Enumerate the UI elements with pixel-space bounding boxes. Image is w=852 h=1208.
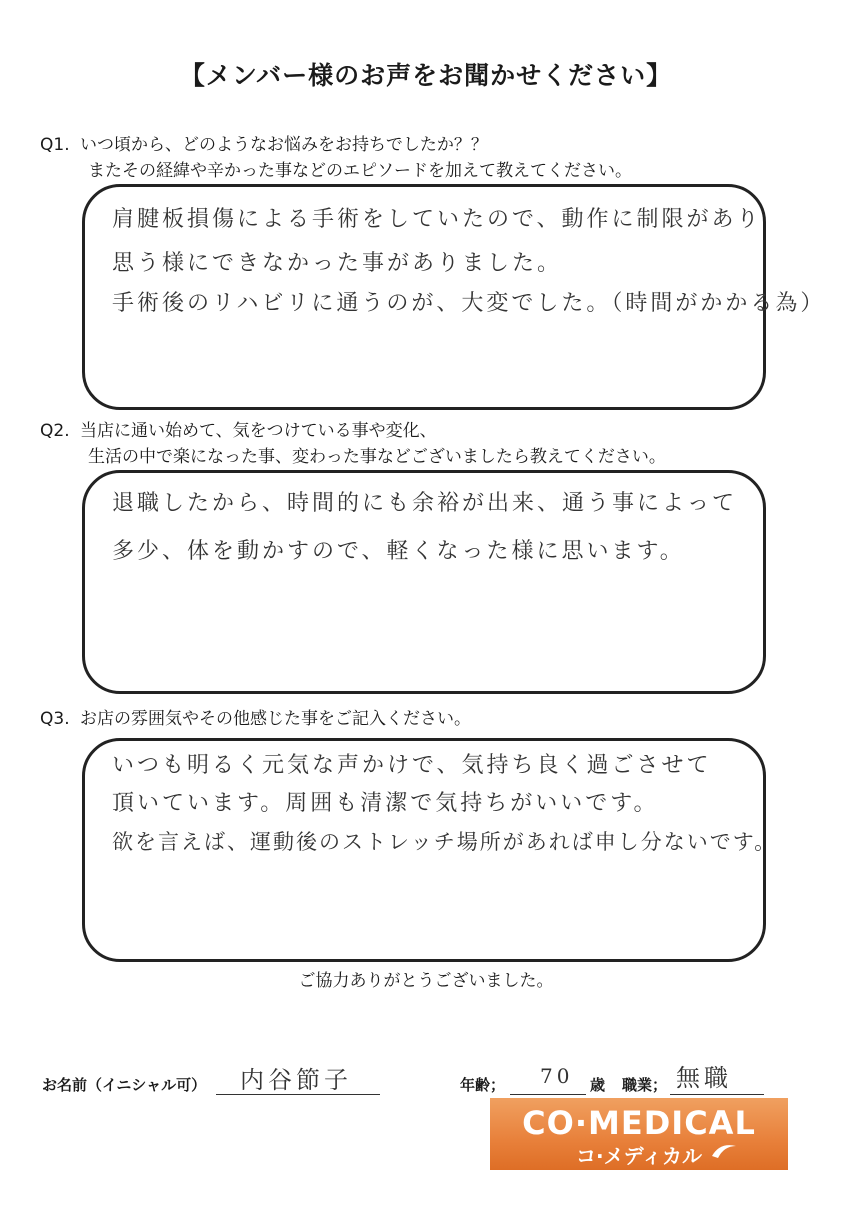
name-label: お名前（イニシャル可） <box>42 1076 207 1094</box>
question-text-line2: またその経緯や辛かった事などのエピソードを加えて教えてください。 <box>88 161 632 181</box>
name-underline <box>216 1094 380 1095</box>
answer-3-line-3: 欲を言えば、運動後のストレッチ場所があれば申し分ないです。 <box>112 830 778 854</box>
question-number: Q2. <box>40 421 70 441</box>
question-text-line1: 当店に通い始めて、気をつけている事や変化、 <box>80 421 437 441</box>
answer-2-line-1: 退職したから、時間的にも余裕が出来、通う事によって <box>112 491 738 516</box>
thanks-message: ご協力ありがとうございました。 <box>298 971 554 991</box>
job-label: 職業； <box>622 1076 668 1094</box>
co-medical-logo <box>490 1098 788 1170</box>
question-number: Q1. <box>40 135 70 155</box>
question-2 <box>40 418 666 470</box>
answer-3-line-2: 頂いています。周囲も清潔で気持ちがいいです。 <box>112 791 659 816</box>
answer-1-line-3: 手術後のリハビリに通うのが、大変でした。（時間がかかる為） <box>112 291 826 316</box>
job-value: 無職 <box>676 1064 732 1092</box>
logo-text-ja: コ·メディカル <box>576 1144 702 1168</box>
answer-1-line-2: 思う様にできなかった事がありました。 <box>112 251 563 276</box>
age-unit: 歳 <box>590 1076 606 1094</box>
age-value: 70 <box>540 1064 574 1088</box>
logo-text-en: CO·MEDICAL <box>522 1104 756 1142</box>
swoosh-icon <box>710 1140 738 1162</box>
question-3 <box>40 706 471 732</box>
page-title: 【メンバー様のお声をお聞かせください】 <box>179 61 673 90</box>
age-label: 年齢； <box>460 1076 506 1094</box>
question-1 <box>40 132 632 184</box>
answer-3-line-1: いつも明るく元気な声かけで、気持ち良く過ごさせて <box>112 753 712 778</box>
question-number: Q3. <box>40 709 70 729</box>
age-underline <box>510 1094 586 1095</box>
job-underline <box>670 1094 764 1095</box>
answer-1-line-1: 肩腱板損傷による手術をしていたので、動作に制限があり <box>112 207 762 232</box>
question-text-line1: いつ頃から、どのようなお悩みをお持ちでしたか？？ <box>80 135 488 155</box>
name-value: 内谷節子 <box>240 1066 352 1094</box>
question-text-line1: お店の雰囲気やその他感じた事をご記入ください。 <box>80 709 471 729</box>
answer-2-line-2: 多少、体を動かすので、軽くなった様に思います。 <box>112 539 685 564</box>
question-text-line2: 生活の中で楽になった事、変わった事などございましたら教えてください。 <box>88 447 666 467</box>
